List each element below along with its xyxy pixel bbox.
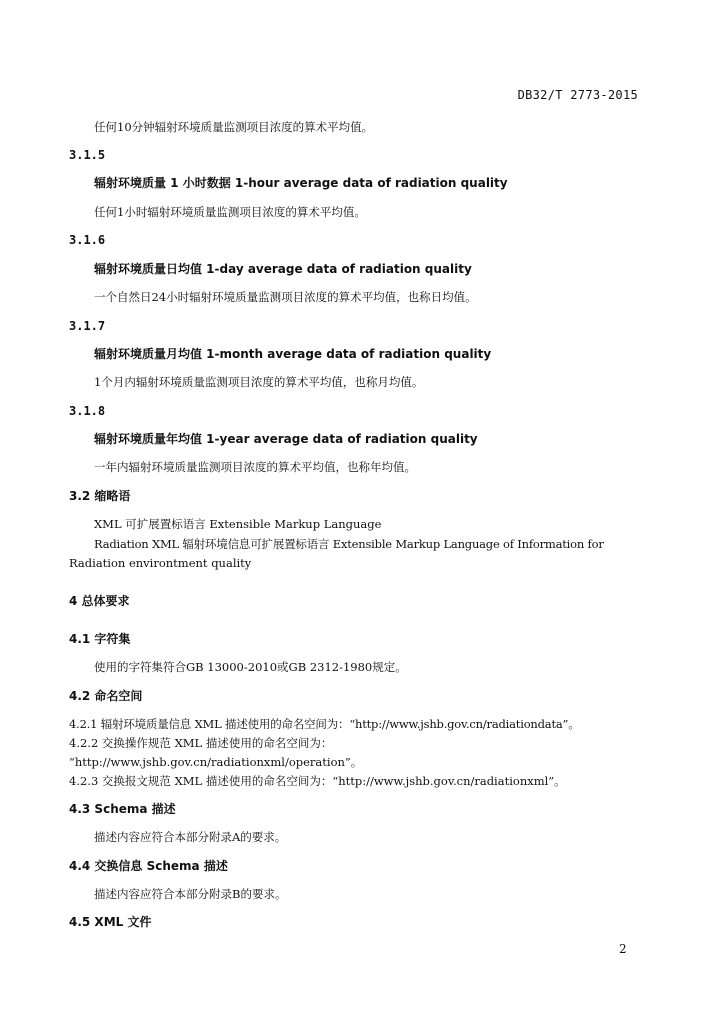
schema-text: 描述内容应符合本部分附录A的要求。 <box>94 830 287 844</box>
namespace-422-url: “http://www.jshb.gov.cn/radiationxml/operation”。 <box>69 755 363 769</box>
section-heading-42: 4.2 命名空间 <box>69 689 143 703</box>
namespace-422: 4.2.2 交换操作规范 XML 描述使用的命名空间为： <box>69 736 333 750</box>
definition-text-318: 一年内辐射环境质量监测项目浓度的算术平均值，也称年均值。 <box>94 460 416 474</box>
abbreviation-radiation-xml-cont: Radiation environtment quality <box>69 556 252 570</box>
section-heading-32: 3.2 缩略语 <box>69 489 131 503</box>
term-title-317: 辐射环境质量月均值 1-month average data of radiation quality <box>94 347 492 361</box>
abbreviation-xml: XML 可扩展置标语言 Extensible Markup Language <box>94 517 382 531</box>
page-number: 2 <box>619 942 627 956</box>
section-heading-43: 4.3 Schema 描述 <box>69 802 176 816</box>
section-heading-41: 4.1 字符集 <box>69 632 131 646</box>
definition-text-316: 一个自然日24小时辐射环境质量监测项目浓度的算术平均值，也称日均值。 <box>94 290 477 304</box>
definition-text-315: 任何1小时辐射环境质量监测项目浓度的算术平均值。 <box>94 205 366 219</box>
term-title-316: 辐射环境质量日均值 1-day average data of radiation quality <box>94 262 472 276</box>
section-number-318: 3.1.8 <box>69 404 106 418</box>
term-title-315: 辐射环境质量 1 小时数据 1-hour average data of radiation quality <box>94 176 508 190</box>
section-number-316: 3.1.6 <box>69 233 106 247</box>
chapter-heading-4: 4 总体要求 <box>69 594 130 608</box>
charset-text: 使用的字符集符合GB 13000-2010或GB 2312-1980规定。 <box>94 660 407 674</box>
exchange-schema-text: 描述内容应符合本部分附录B的要求。 <box>94 887 287 901</box>
namespace-421: 4.2.1 辐射环境质量信息 XML 描述使用的命名空间为：“http://www.jshb.gov.cn/radiationdata”。 <box>69 717 580 731</box>
section-number-315: 3.1.5 <box>69 148 106 162</box>
abbreviation-radiation-xml: Radiation XML 辐射环境信息可扩展置标语言 Extensible Markup Language of Information for <box>94 537 604 551</box>
section-number-317: 3.1.7 <box>69 319 106 333</box>
term-title-318: 辐射环境质量年均值 1-year average data of radiation quality <box>94 432 478 446</box>
document-code-header: DB32/T 2773-2015 <box>517 88 638 102</box>
section-heading-44: 4.4 交换信息 Schema 描述 <box>69 859 228 873</box>
section-heading-45: 4.5 XML 文件 <box>69 915 152 929</box>
definition-text-314: 任何10分钟辐射环境质量监测项目浓度的算术平均值。 <box>94 120 374 134</box>
namespace-423: 4.2.3 交换报文规范 XML 描述使用的命名空间为：“http://www.jshb.gov.cn/radiationxml”。 <box>69 774 566 788</box>
definition-text-317: 1个月内辐射环境质量监测项目浓度的算术平均值，也称月均值。 <box>94 375 424 389</box>
